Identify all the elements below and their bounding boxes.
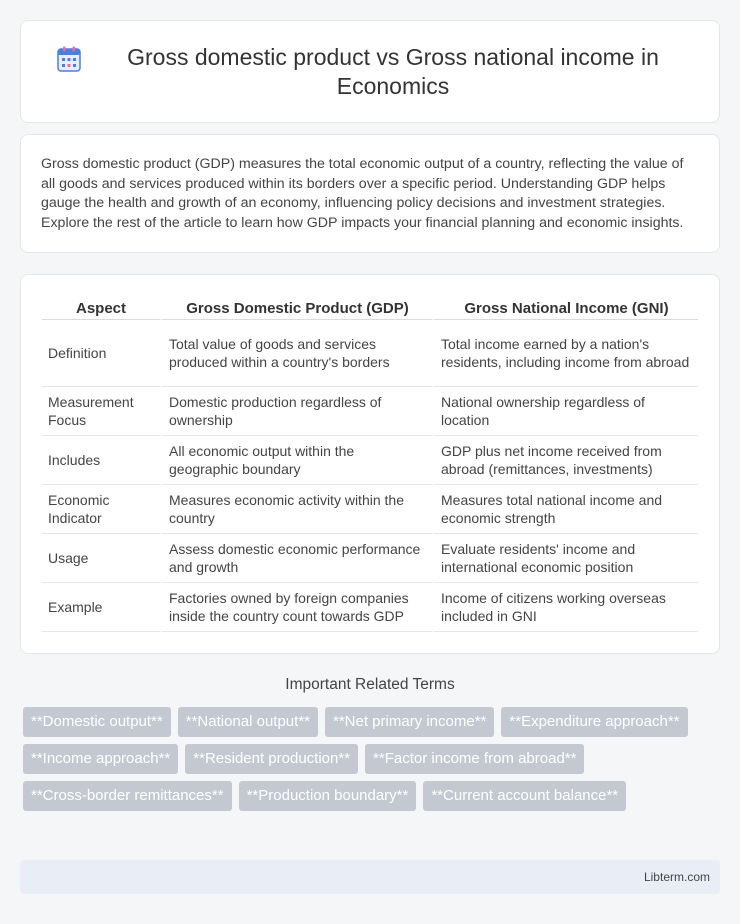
header-aspect: Aspect <box>42 297 160 320</box>
comparison-table <box>42 297 698 632</box>
intro-card <box>20 134 720 253</box>
intro-paragraph: Gross domestic product (GDP) measures the total economic output of a country, reflecting the value of all goods and services produced within its borders over a specific period. Understanding GDP helps gauge the health and growth of an economy, influencing policy decisions and investment strategies. Explore the rest of the article to learn how GDP impacts your financial planning and economic insights. <box>41 156 684 231</box>
cell-aspect: Measurement Focus <box>42 387 160 436</box>
cell-gdp: Measures economic activity within the country <box>160 485 432 534</box>
cell-aspect: Example <box>42 583 160 632</box>
table-row <box>42 320 698 387</box>
cell-gdp: Total value of goods and services produced within a country's borders <box>160 320 432 387</box>
related-term-tag[interactable]: **National output** <box>178 707 318 737</box>
cell-gdp: All economic output within the geographic boundary <box>160 436 432 485</box>
related-term-tag[interactable]: **Production boundary** <box>239 781 417 811</box>
table-row <box>42 436 698 485</box>
cell-aspect: Usage <box>42 534 160 583</box>
comparison-card <box>20 274 720 654</box>
cell-gdp: Factories owned by foreign companies inside the country count towards GDP <box>160 583 432 632</box>
related-term-tag[interactable]: **Net primary income** <box>325 707 494 737</box>
related-term-tag[interactable]: **Current account balance** <box>423 781 626 811</box>
related-term-tag[interactable]: **Expenditure approach** <box>501 707 687 737</box>
cell-aspect: Economic Indicator <box>42 485 160 534</box>
cell-aspect: Definition <box>42 320 160 387</box>
calendar-icon <box>57 46 81 72</box>
related-term-tag[interactable]: **Cross-border remittances** <box>23 781 232 811</box>
related-terms-list <box>20 707 710 811</box>
related-term-tag[interactable]: **Income approach** <box>23 744 178 774</box>
table-row <box>42 583 698 632</box>
cell-gni: National ownership regardless of location <box>432 387 698 436</box>
cell-gdp: Domestic production regardless of ownership <box>160 387 432 436</box>
related-term-tag[interactable]: **Factor income from abroad** <box>365 744 584 774</box>
cell-gni: Income of citizens working overseas included in GNI <box>432 583 698 632</box>
footer-site-link[interactable]: Libterm.com <box>643 870 710 884</box>
table-row <box>42 534 698 583</box>
table-header-row <box>42 297 698 320</box>
header-gni: Gross National Income (GNI) <box>432 297 698 320</box>
related-term-tag[interactable]: **Resident production** <box>185 744 358 774</box>
cell-aspect: Includes <box>42 436 160 485</box>
cell-gni: Total income earned by a nation's residents, including income from abroad <box>432 320 698 387</box>
table-row <box>42 485 698 534</box>
page-title: Gross domestic product vs Gross national income in Economics <box>127 43 659 99</box>
cell-gdp: Assess domestic economic performance and growth <box>160 534 432 583</box>
footer <box>20 860 720 894</box>
related-term-tag[interactable]: **Domestic output** <box>23 707 171 737</box>
header-gdp: Gross Domestic Product (GDP) <box>160 297 432 320</box>
title-card <box>20 20 720 123</box>
cell-gni: GDP plus net income received from abroad (remittances, investments) <box>432 436 698 485</box>
table-row <box>42 387 698 436</box>
related-terms-heading: Important Related Terms <box>285 676 455 693</box>
cell-gni: Measures total national income and economic strength <box>432 485 698 534</box>
cell-gni: Evaluate residents' income and international economic position <box>432 534 698 583</box>
